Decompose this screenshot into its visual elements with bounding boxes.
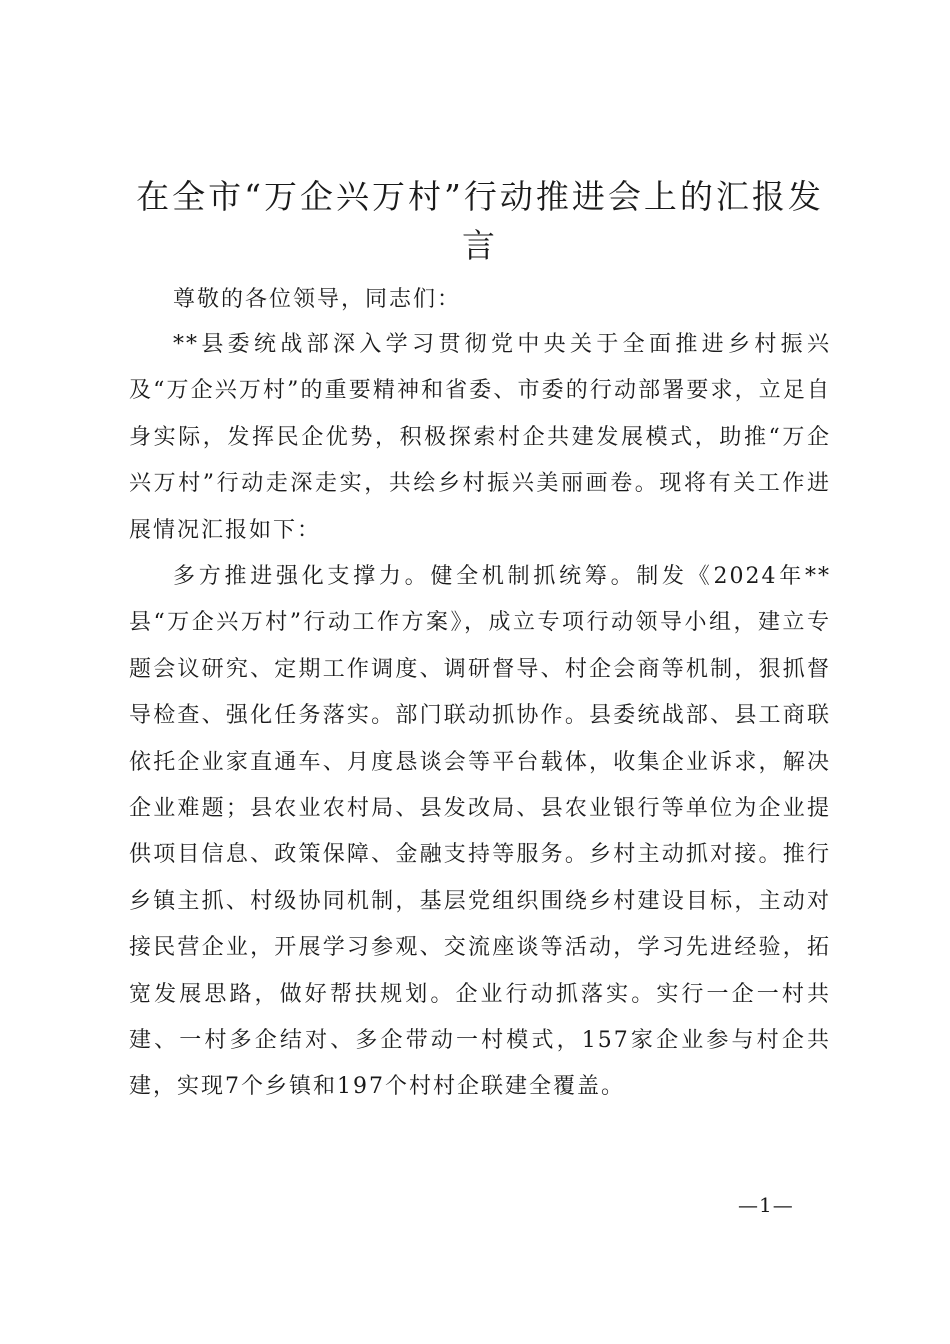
- page-number: —1—: [738, 1193, 794, 1217]
- document-title: 在全市“万企兴万村”行动推进会上的汇报发言: [136, 177, 824, 265]
- body-paragraph: **县委统战部深入学习贯彻党中央关于全面推进乡村振兴及“万企兴万村”的重要精神和省委、市委的行动部署要求，立足自身实际，发挥民企优势，积极探索村企共建发展模式，助推“万企兴万村”行动走深走实，共绘乡村振兴美丽画卷。现将有关工作进展情况汇报如下：: [129, 332, 831, 543]
- salutation: 尊敬的各位领导，同志们：: [173, 287, 462, 312]
- body-paragraph: 多方推进强化支撑力。健全机制抓统筹。制发《2024年**县“万企兴万村”行动工作方案》，成立专项行动领导小组，建立专题会议研究、定期工作调度、调研督导、村企会商等机制，狠抓督导检查、强化任务落实。部门联动抓协作。县委统战部、县工商联依托企业家直通车、月度恳谈会等平台载体，收集企业诉求，解决企业难题；县农业农村局、县发改局、县农业银行等单位为企业提供项目信息、政策保障、金融支持等服务。乡村主动抓对接。推行乡镇主抓、村级协同机制，基层党组织围绕乡村建设目标，主动对接民营企业，开展学习参观、交流座谈等活动，学习先进经验，拓宽发展思路，做好帮扶规划。企业行动抓落实。实行一企一村共建、一村多企结对、多企带动一村模式，157家企业参与村企共建，实现7个乡镇和197个村村企联建全覆盖。: [129, 564, 831, 1100]
